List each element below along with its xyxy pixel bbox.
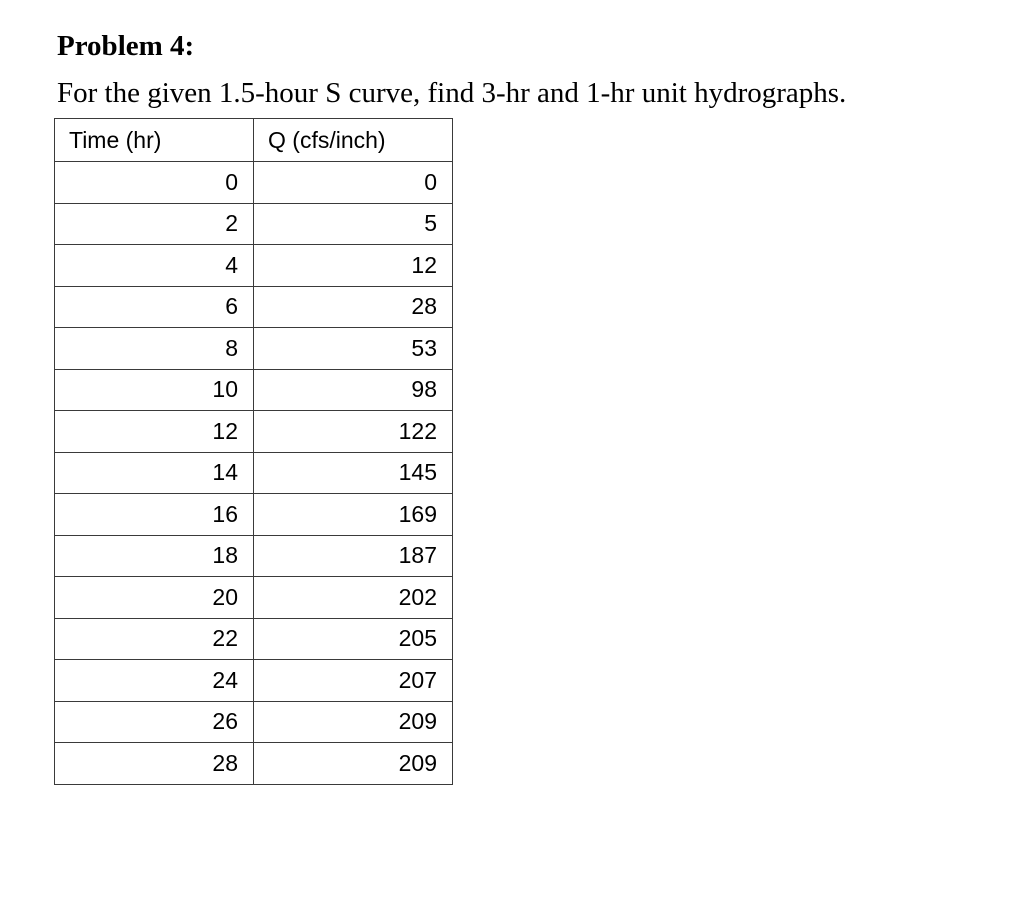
discharge-cell: 5 xyxy=(254,203,453,245)
header-time: Time (hr) xyxy=(55,119,254,162)
table-row xyxy=(55,701,453,743)
time-cell: 24 xyxy=(55,660,254,702)
discharge-cell: 0 xyxy=(254,162,453,204)
time-cell: 20 xyxy=(55,577,254,619)
problem-title: Problem 4: xyxy=(57,30,195,62)
discharge-cell: 98 xyxy=(254,369,453,411)
table-row xyxy=(55,494,453,536)
table-header-row xyxy=(55,119,453,162)
discharge-cell: 209 xyxy=(254,701,453,743)
table-row xyxy=(55,577,453,619)
discharge-cell: 205 xyxy=(254,618,453,660)
table-row xyxy=(55,369,453,411)
time-cell: 2 xyxy=(55,203,254,245)
table-row xyxy=(55,286,453,328)
table-row xyxy=(55,535,453,577)
discharge-cell: 209 xyxy=(254,743,453,785)
table-row xyxy=(55,411,453,453)
table-row xyxy=(55,452,453,494)
table-row xyxy=(55,328,453,370)
time-cell: 18 xyxy=(55,535,254,577)
table-row xyxy=(55,203,453,245)
time-cell: 0 xyxy=(55,162,254,204)
time-cell: 6 xyxy=(55,286,254,328)
discharge-cell: 12 xyxy=(254,245,453,287)
table-row xyxy=(55,660,453,702)
time-cell: 28 xyxy=(55,743,254,785)
time-cell: 4 xyxy=(55,245,254,287)
discharge-cell: 122 xyxy=(254,411,453,453)
time-cell: 26 xyxy=(55,701,254,743)
discharge-cell: 145 xyxy=(254,452,453,494)
time-cell: 22 xyxy=(55,618,254,660)
table-row xyxy=(55,245,453,287)
table-row xyxy=(55,618,453,660)
table-row xyxy=(55,162,453,204)
problem-statement: For the given 1.5-hour S curve, find 3-hr and 1-hr unit hydrographs. xyxy=(57,77,847,109)
discharge-cell: 187 xyxy=(254,535,453,577)
time-cell: 12 xyxy=(55,411,254,453)
s-curve-table xyxy=(54,118,453,785)
discharge-cell: 28 xyxy=(254,286,453,328)
discharge-cell: 202 xyxy=(254,577,453,619)
header-discharge: Q (cfs/inch) xyxy=(254,119,453,162)
time-cell: 16 xyxy=(55,494,254,536)
discharge-cell: 207 xyxy=(254,660,453,702)
discharge-cell: 169 xyxy=(254,494,453,536)
time-cell: 10 xyxy=(55,369,254,411)
time-cell: 8 xyxy=(55,328,254,370)
table-row xyxy=(55,743,453,785)
time-cell: 14 xyxy=(55,452,254,494)
discharge-cell: 53 xyxy=(254,328,453,370)
